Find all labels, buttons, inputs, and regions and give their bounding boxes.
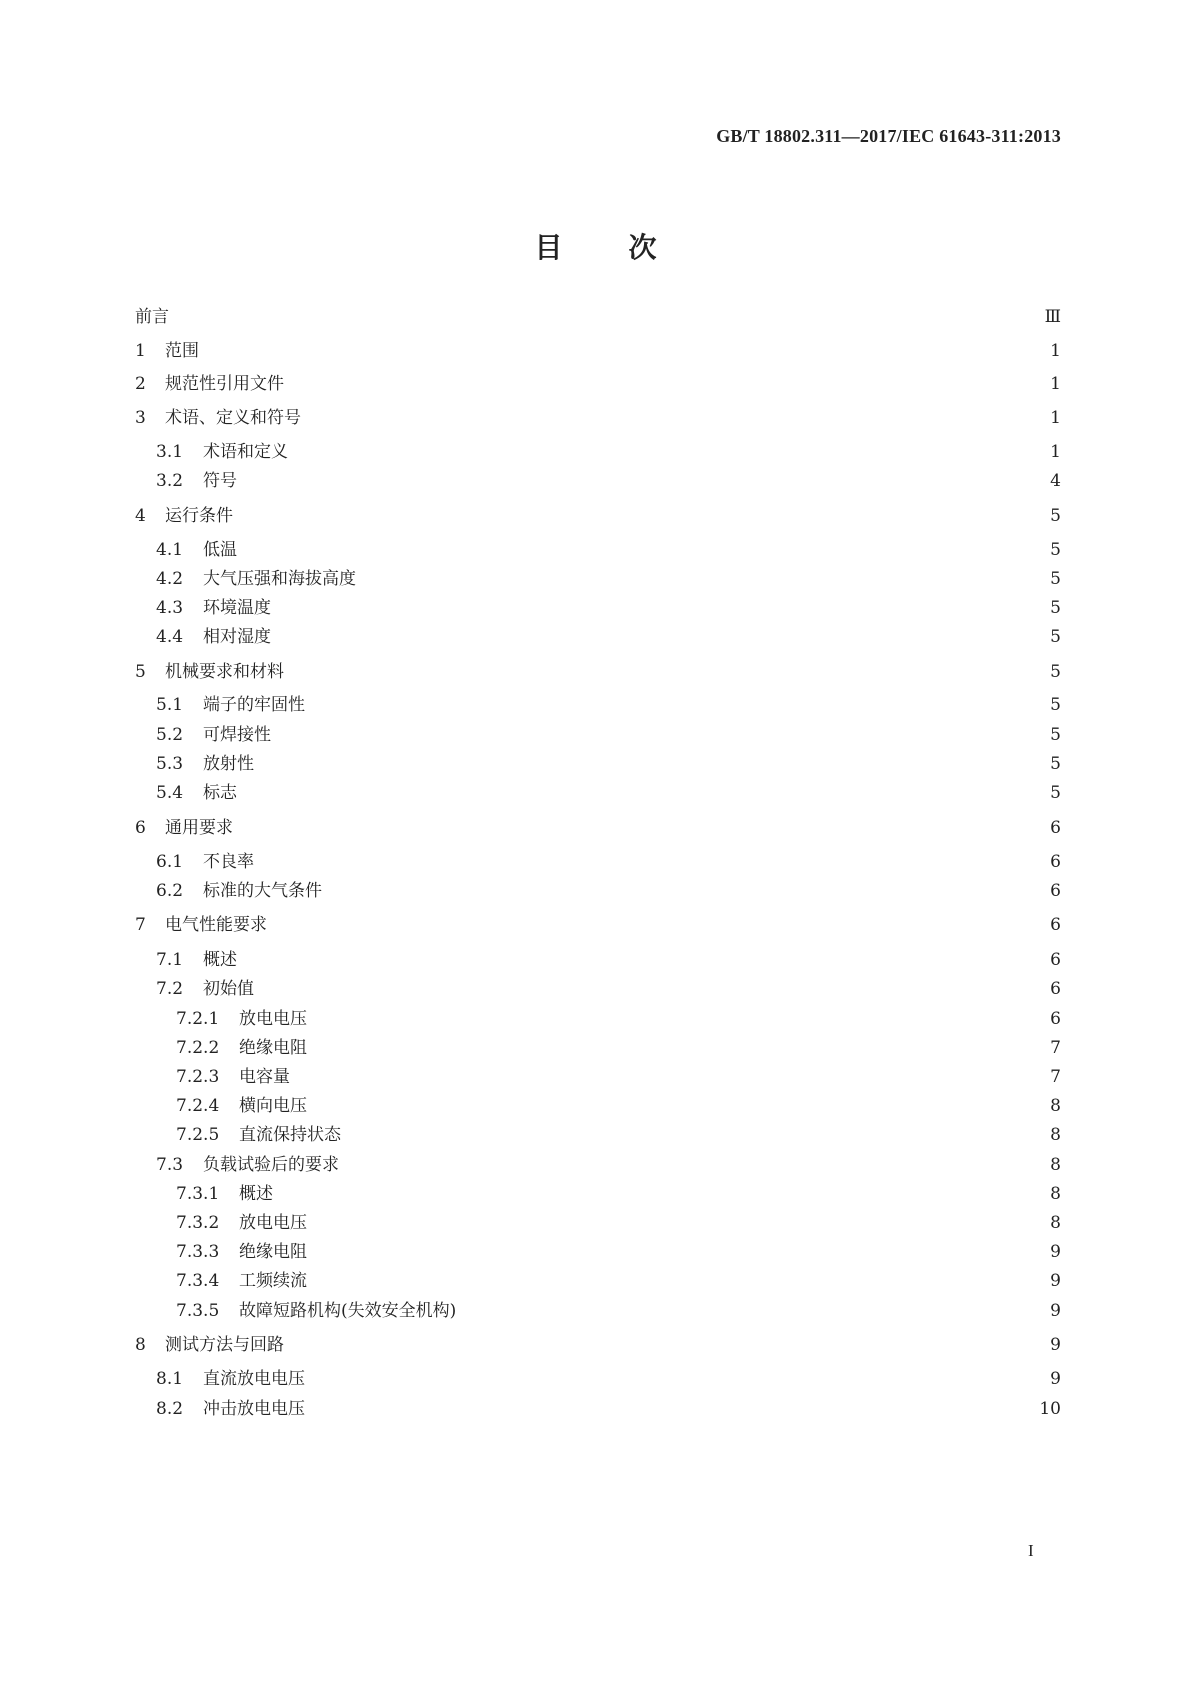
toc-entry[interactable]: [135, 405, 1061, 431]
toc-entry-page: 9: [1050, 1242, 1061, 1262]
toc-entry[interactable]: [135, 815, 1061, 841]
dot-leader: [300, 1064, 1038, 1090]
toc-entry-number: 4.4: [156, 627, 184, 647]
toc-entry-title: 机械要求和材料: [165, 662, 284, 682]
toc-entry-number: 7.2.3: [176, 1067, 220, 1087]
toc-entry-page: 1: [1050, 442, 1061, 462]
dot-leader: [277, 912, 1038, 938]
dot-leader: [247, 780, 1038, 806]
toc-entry[interactable]: [156, 1152, 1061, 1178]
toc-entry-number: 5.1: [156, 695, 184, 715]
toc-entry-page: 5: [1050, 725, 1061, 745]
dot-leader: [317, 1268, 1038, 1294]
toc-entry[interactable]: [176, 1298, 1061, 1324]
toc-entry-page: 1: [1050, 341, 1061, 361]
toc-entry-number: 6.1: [156, 852, 184, 872]
toc-entry[interactable]: [156, 1396, 1061, 1422]
toc-entry-title: 术语、定义和符号: [165, 408, 301, 428]
dot-leader: [366, 566, 1038, 592]
toc-entry-number: 7.2.4: [176, 1096, 220, 1116]
toc-entry[interactable]: [135, 659, 1061, 685]
toc-entry-title: 不良率: [203, 852, 254, 872]
toc-entry[interactable]: [176, 1064, 1061, 1090]
toc-entry-title: 放射性: [203, 754, 254, 774]
dot-leader: [281, 595, 1038, 621]
dot-leader: [466, 1298, 1038, 1324]
toc-entry-number: 8: [135, 1335, 146, 1355]
toc-entry-number: 7.2.1: [176, 1009, 220, 1029]
toc-entry[interactable]: [176, 1181, 1061, 1207]
toc-entry-number: 7.2: [156, 979, 184, 999]
toc-entry-page: 7: [1050, 1067, 1061, 1087]
toc-entry-number: 2: [135, 374, 146, 394]
toc-entry-page: 5: [1050, 783, 1061, 803]
dot-leader: [332, 878, 1038, 904]
toc-entry-title: 术语和定义: [203, 442, 288, 462]
dot-leader: [243, 503, 1038, 529]
toc-entry[interactable]: [156, 595, 1061, 621]
toc-entry[interactable]: [156, 439, 1061, 465]
toc-entry[interactable]: [176, 1093, 1061, 1119]
toc-entry-title: 直流放电电压: [203, 1369, 305, 1389]
toc-entry-page: 1: [1050, 408, 1061, 428]
toc-entry[interactable]: [176, 1239, 1061, 1265]
toc-entry-title: 可焊接性: [203, 725, 271, 745]
toc-entry[interactable]: [135, 503, 1061, 529]
toc-entry-number: 7.3.4: [176, 1271, 220, 1291]
dot-leader: [315, 1366, 1038, 1392]
dot-leader: [209, 338, 1038, 364]
toc-entry-number: 4: [135, 506, 146, 526]
toc-entry-title: 测试方法与回路: [165, 1335, 284, 1355]
toc-entry[interactable]: [156, 780, 1061, 806]
dot-leader: [315, 1396, 1027, 1422]
toc-entry-page: 8: [1050, 1184, 1061, 1204]
toc-entry-title: 绝缘电阻: [239, 1038, 307, 1058]
toc-entry[interactable]: [156, 722, 1061, 748]
toc-entry[interactable]: [176, 1268, 1061, 1294]
dot-leader: [247, 537, 1038, 563]
toc-entry-number: 7.3.1: [176, 1184, 220, 1204]
toc-entry-number: 5: [135, 662, 146, 682]
toc-entry-page: 9: [1050, 1369, 1061, 1389]
toc-entry-title: 运行条件: [165, 506, 233, 526]
dot-leader: [179, 304, 1033, 330]
toc-entry[interactable]: [156, 692, 1061, 718]
toc-entry-page: Ⅲ: [1044, 307, 1061, 327]
dot-leader: [294, 659, 1038, 685]
toc-entry-number: 3.2: [156, 471, 184, 491]
toc-entry-number: 7: [135, 915, 146, 935]
toc-entry[interactable]: [156, 1366, 1061, 1392]
toc-entry-title: 故障短路机构(失效安全机构): [239, 1301, 457, 1321]
dot-leader: [281, 722, 1038, 748]
toc-entry-number: 6: [135, 818, 146, 838]
toc-entry-page: 8: [1050, 1125, 1061, 1145]
toc-entry[interactable]: [156, 468, 1061, 494]
standard-code: GB/T 18802.311—2017/IEC 61643-311:2013: [716, 126, 1061, 146]
toc-entry[interactable]: [135, 912, 1061, 938]
toc-entry-title: 工频续流: [239, 1271, 307, 1291]
dot-leader: [311, 405, 1038, 431]
dot-leader: [264, 849, 1038, 875]
dot-leader: [317, 1093, 1038, 1119]
toc-entry[interactable]: [156, 537, 1061, 563]
toc-entry-page: 5: [1050, 506, 1061, 526]
toc-entry-title: 初始值: [203, 979, 254, 999]
toc-entry-title: 低温: [203, 540, 237, 560]
toc-entry-title: 横向电压: [239, 1096, 307, 1116]
dot-leader: [317, 1035, 1038, 1061]
toc-entry-page: 1: [1050, 374, 1061, 394]
toc-entry-title: 标准的大气条件: [203, 881, 322, 901]
toc-entry-number: 8.1: [156, 1369, 184, 1389]
toc-entry-page: 6: [1050, 979, 1061, 999]
toc-entry-page: 4: [1050, 471, 1061, 491]
toc-entry-title: 放电电压: [239, 1213, 307, 1233]
toc-entry[interactable]: [176, 1035, 1061, 1061]
toc-entry[interactable]: [156, 624, 1061, 650]
dot-leader: [315, 692, 1038, 718]
dot-leader: [317, 1210, 1038, 1236]
toc-entry-number: 7.2.5: [176, 1125, 220, 1145]
toc-entry-page: 7: [1050, 1038, 1061, 1058]
dot-leader: [281, 624, 1038, 650]
toc-entry-number: 7.3.3: [176, 1242, 220, 1262]
toc-entry-page: 8: [1050, 1155, 1061, 1175]
dot-leader: [294, 1332, 1038, 1358]
toc-entry-page: 6: [1050, 915, 1061, 935]
toc-entry-page: 5: [1050, 754, 1061, 774]
toc-entry-title: 冲击放电电压: [203, 1399, 305, 1419]
dot-leader: [247, 468, 1038, 494]
toc-entry-number: 5.3: [156, 754, 184, 774]
toc-entry-page: 9: [1050, 1271, 1061, 1291]
dot-leader: [349, 1152, 1038, 1178]
toc-entry-page: 6: [1050, 818, 1061, 838]
toc-entry-number: 4.2: [156, 569, 184, 589]
toc-entry-title: 范围: [165, 341, 199, 361]
toc-entry-page: 6: [1050, 881, 1061, 901]
dot-leader: [264, 751, 1038, 777]
toc-entry-page: 5: [1050, 695, 1061, 715]
dot-leader: [283, 1181, 1038, 1207]
toc-entry-title: 大气压强和海拔高度: [203, 569, 356, 589]
toc-entry-title: 标志: [203, 783, 237, 803]
toc-entry[interactable]: [156, 849, 1061, 875]
toc-entry-page: 10: [1039, 1399, 1061, 1419]
toc-entry[interactable]: [135, 371, 1061, 397]
toc-entry-page: 9: [1050, 1335, 1061, 1355]
toc-entry-page: 5: [1050, 540, 1061, 560]
toc-entry-number: 8.2: [156, 1399, 184, 1419]
toc-entry-title: 绝缘电阻: [239, 1242, 307, 1262]
toc-entry[interactable]: [156, 878, 1061, 904]
toc-entry-title: 前言: [135, 307, 169, 327]
toc-entry[interactable]: [176, 1122, 1061, 1148]
toc-entry-title: 端子的牢固性: [203, 695, 305, 715]
page-title: 目次: [534, 231, 723, 264]
dot-leader: [243, 815, 1038, 841]
page-number: I: [1028, 1541, 1034, 1560]
toc-entry-title: 符号: [203, 471, 237, 491]
toc-entry[interactable]: [135, 1332, 1061, 1358]
dot-leader: [317, 1239, 1038, 1265]
toc-entry-number: 5.2: [156, 725, 184, 745]
toc-entry-page: 6: [1050, 852, 1061, 872]
toc-entry-title: 放电电压: [239, 1009, 307, 1029]
toc-entry-number: 4.3: [156, 598, 184, 618]
toc-entry-number: 7.2.2: [176, 1038, 220, 1058]
toc-entry-number: 4.1: [156, 540, 184, 560]
dot-leader: [247, 947, 1038, 973]
toc-entry-page: 9: [1050, 1301, 1061, 1321]
toc-entry-title: 通用要求: [165, 818, 233, 838]
toc-entry-number: 3.1: [156, 442, 184, 462]
dot-leader: [298, 439, 1038, 465]
toc-entry-number: 7.3: [156, 1155, 184, 1175]
toc-entry[interactable]: [135, 338, 1061, 364]
toc-entry-number: 7.1: [156, 950, 184, 970]
toc-entry-number: 6.2: [156, 881, 184, 901]
toc-entry-number: 5.4: [156, 783, 184, 803]
toc-entry-number: 1: [135, 341, 146, 361]
dot-leader: [351, 1122, 1038, 1148]
toc-entry-title: 环境温度: [203, 598, 271, 618]
toc-entry[interactable]: [156, 976, 1061, 1002]
toc-entry[interactable]: [176, 1006, 1061, 1032]
toc-entry-title: 相对湿度: [203, 627, 271, 647]
toc-entry-number: 7.3.5: [176, 1301, 220, 1321]
toc-entry-page: 5: [1050, 569, 1061, 589]
toc-entry[interactable]: [156, 947, 1061, 973]
toc-entry-page: 5: [1050, 662, 1061, 682]
toc-entry-title: 电气性能要求: [165, 915, 267, 935]
toc-entry-title: 负载试验后的要求: [203, 1155, 339, 1175]
toc-entry-page: 8: [1050, 1213, 1061, 1233]
toc-entry-page: 5: [1050, 598, 1061, 618]
dot-leader: [294, 371, 1038, 397]
toc-entry[interactable]: [156, 566, 1061, 592]
toc-entry-page: 8: [1050, 1096, 1061, 1116]
toc-entry-number: 3: [135, 408, 146, 428]
toc-entry-number: 7.3.2: [176, 1213, 220, 1233]
toc-entry-title: 概述: [203, 950, 237, 970]
toc-entry-page: 6: [1050, 950, 1061, 970]
toc-entry-page: 5: [1050, 627, 1061, 647]
dot-leader: [264, 976, 1038, 1002]
toc-entry-title: 电容量: [239, 1067, 290, 1087]
dot-leader: [317, 1006, 1038, 1032]
toc-entry-page: 6: [1050, 1009, 1061, 1029]
toc-entry-title: 规范性引用文件: [165, 374, 284, 394]
toc-entry-title: 直流保持状态: [239, 1125, 341, 1145]
toc-entry[interactable]: [135, 304, 1061, 330]
toc-entry[interactable]: [176, 1210, 1061, 1236]
toc-entry[interactable]: [156, 751, 1061, 777]
toc-entry-title: 概述: [239, 1184, 273, 1204]
